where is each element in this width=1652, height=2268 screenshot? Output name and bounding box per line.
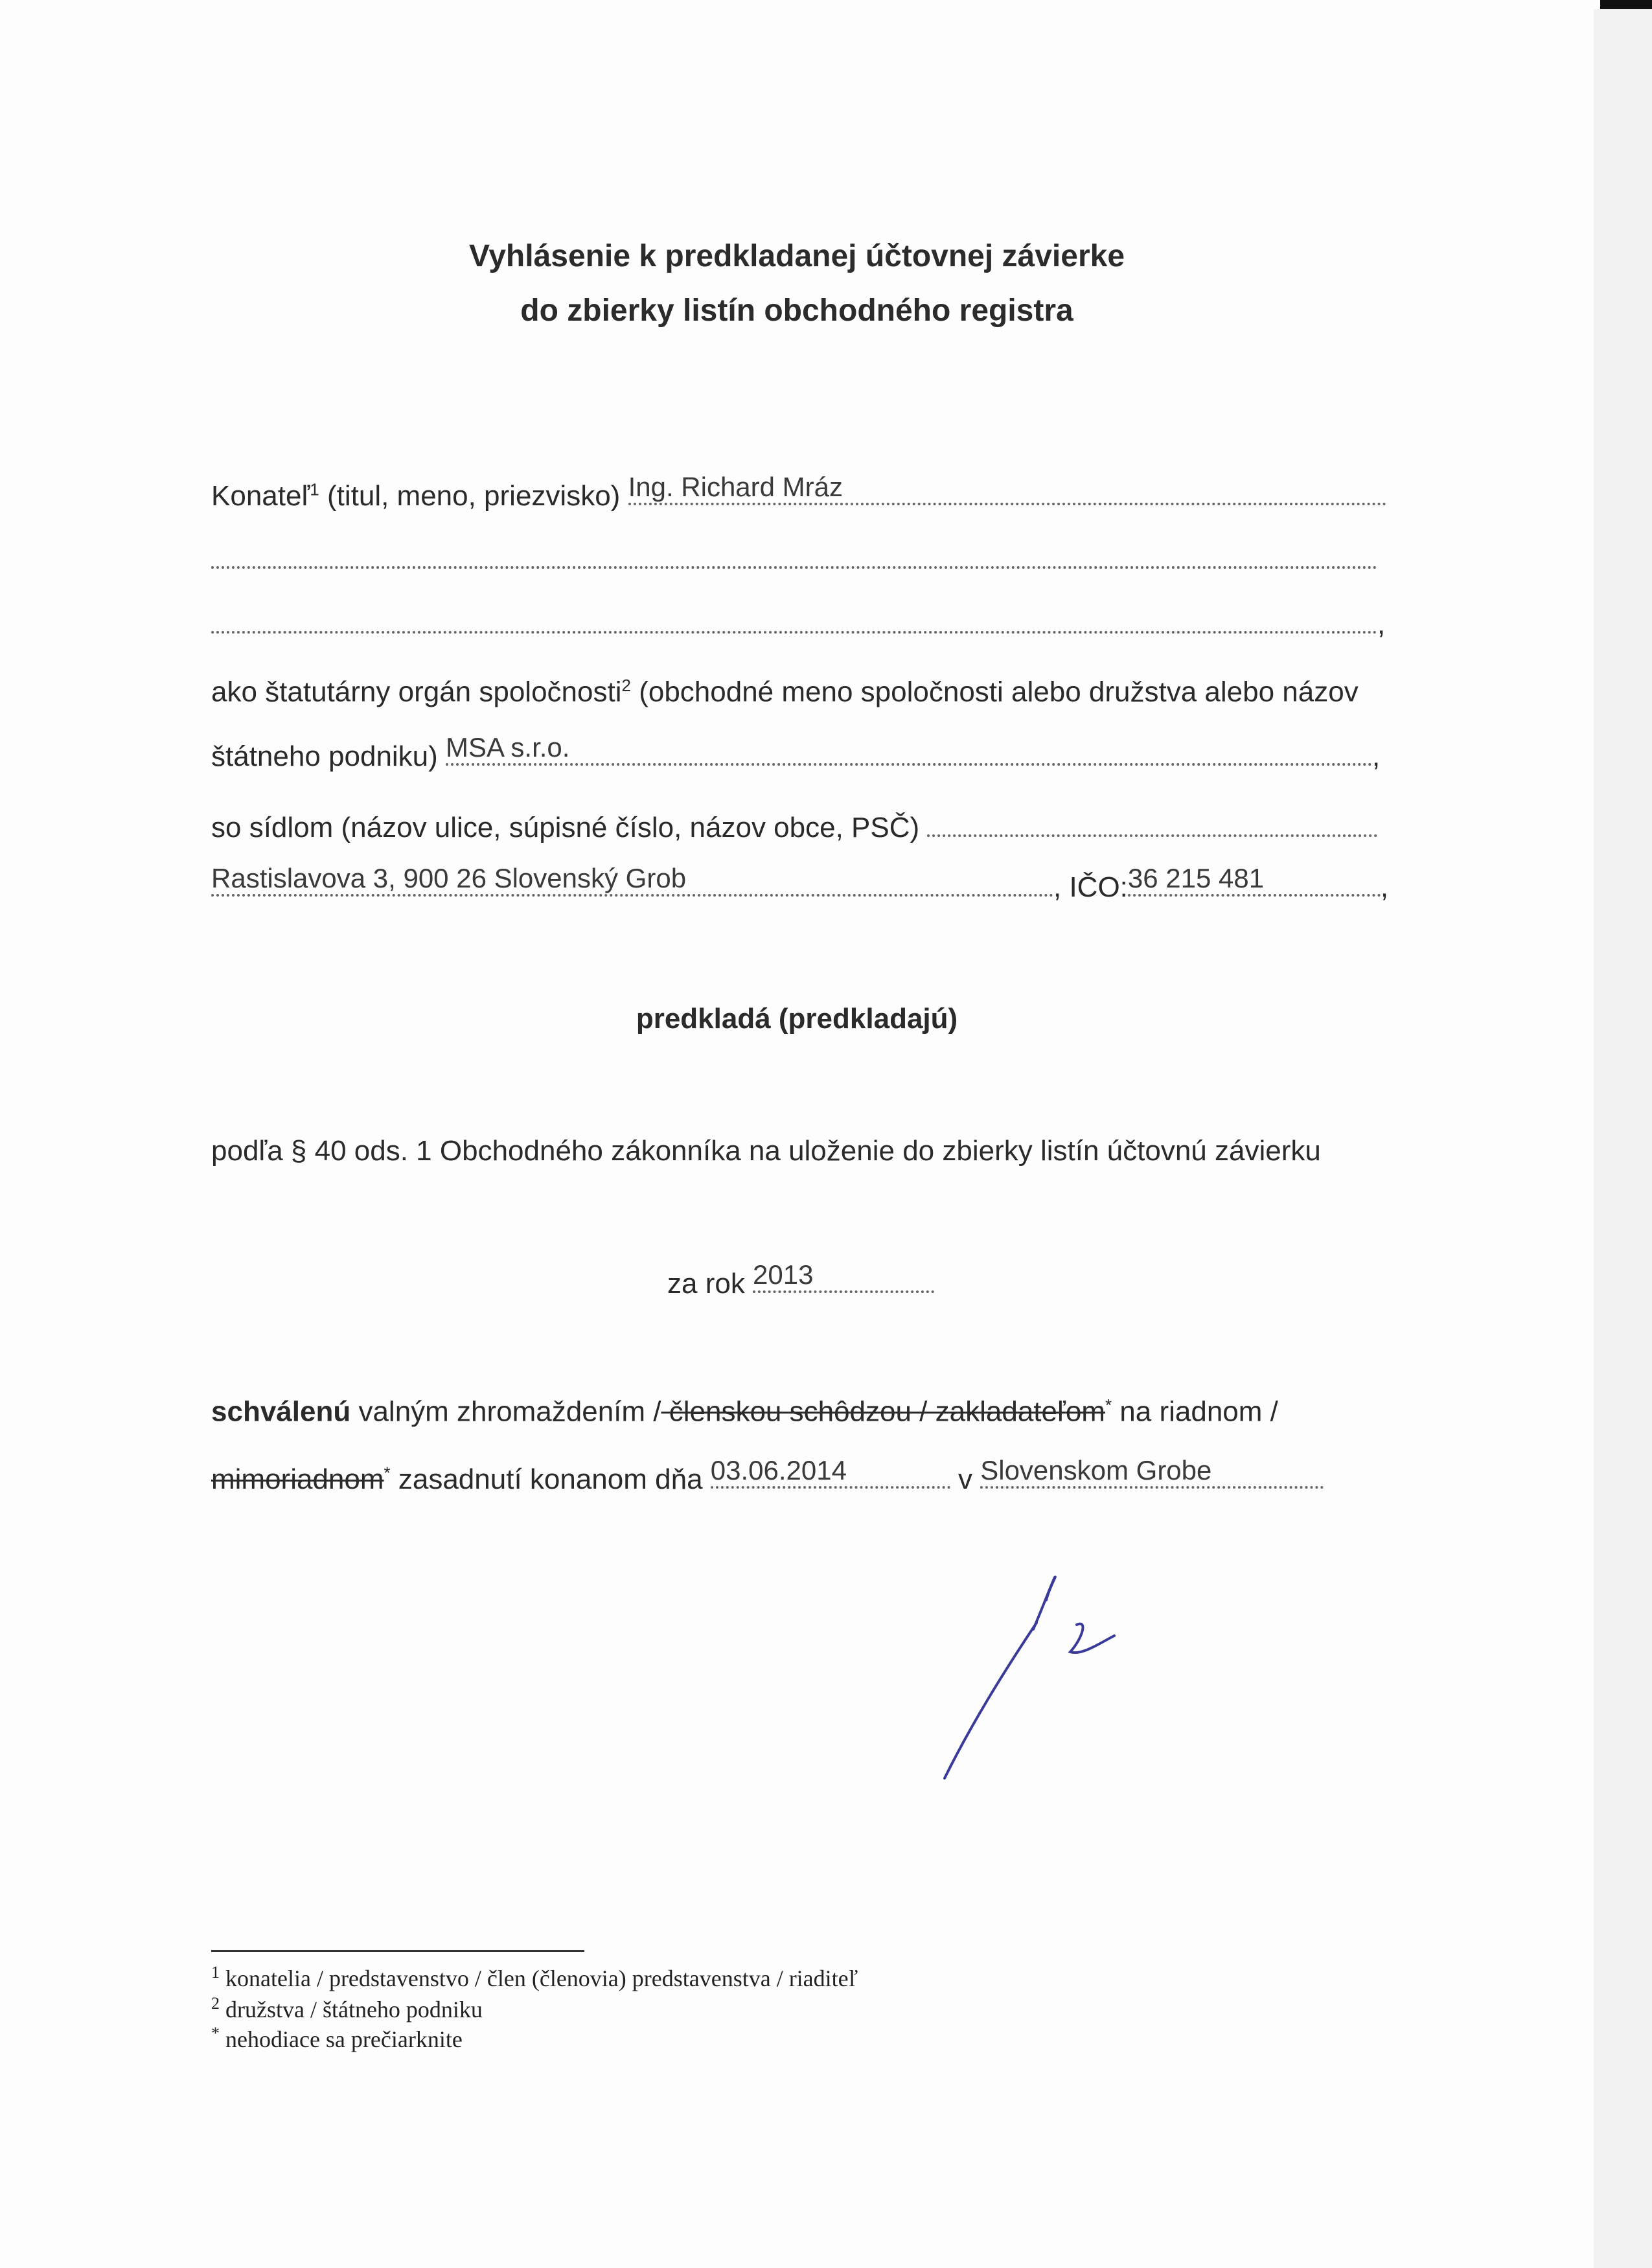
scan-edge-shadow [1594, 9, 1652, 2268]
footnote-ref-1: 1 [310, 479, 319, 499]
company-line2-label: štátneho podniku) [211, 740, 446, 772]
approval-line-2 [211, 1455, 1377, 1498]
footnote-3-text: nehodiace sa prečiarknite [225, 2026, 463, 2052]
approval-struck-1: členskou schôdzou / zakladateľom [661, 1395, 1105, 1428]
approval-text-2: na riadnom / [1112, 1395, 1278, 1428]
ico-field[interactable] [1127, 863, 1381, 897]
year-value: 2013 [753, 1259, 814, 1290]
footnote-3 [211, 2024, 463, 2053]
seat-label: so sídlom (názov ulice, súpisné číslo, názov obce, PSČ) [211, 812, 928, 843]
company-intro: ako štatutárny orgán spoločnosti [211, 676, 622, 708]
date-field[interactable] [710, 1455, 950, 1489]
ico-label: IČO: [1069, 871, 1128, 903]
approval-text-3: zasadnutí konanom dňa [390, 1463, 711, 1495]
konatel-label-rest: (titul, meno, priezvisko) [319, 480, 628, 512]
signature-image [933, 1568, 1140, 1788]
company-intro-line [211, 676, 1377, 713]
company-name-field[interactable] [446, 732, 1372, 766]
footnote-1-text: konatelia / predstavenstvo / člen (členovia) predstavenstva / riaditeľ [225, 1965, 858, 1991]
date-value: 03.06.2014 [710, 1455, 847, 1485]
year-line [667, 1259, 934, 1300]
place-field[interactable] [980, 1455, 1324, 1489]
ico-value: 36 215 481 [1127, 863, 1265, 893]
konatel-label: Konateľ [211, 480, 310, 512]
scan-edge-mark [1600, 0, 1652, 9]
title-line-2: do zbierky listín obchodného registra [520, 293, 1073, 328]
address-line: Rastislavova 3, 900 26 Slovenský Grob , IČO: 36 215 481 , [211, 863, 1389, 903]
law-text: podľa § 40 ods. 1 Obchodného zákonníka na uloženie do zbierky listín účtovnú závierku [211, 1135, 1321, 1167]
footnote-1 [211, 1963, 858, 1992]
place-value: Slovenskom Grobe [980, 1455, 1212, 1485]
approval-struck-2: mimoriadnom [211, 1463, 384, 1495]
seat-label-line [211, 808, 1377, 846]
address-value: Rastislavova 3, 900 26 Slovenský Grob [211, 863, 687, 893]
approval-v: v [950, 1463, 981, 1495]
blank-line-1 [211, 540, 1377, 578]
company-name-value: MSA s.r.o. [446, 732, 570, 762]
approval-line-1 [211, 1395, 1377, 1433]
title-line-1: Vyhlásenie k predkladanej účtovnej závierke [468, 239, 1125, 273]
blank-field-2[interactable] [211, 605, 1377, 634]
seat-field-start[interactable] [927, 808, 1377, 837]
year-field[interactable] [753, 1259, 934, 1293]
footnote-3-mark: * [211, 2024, 220, 2043]
blank-field-1[interactable] [211, 540, 1377, 569]
approval-text-1: valným zhromaždením / [350, 1395, 661, 1428]
approval-bold: schválenú [211, 1395, 351, 1428]
konatel-line [211, 472, 1377, 514]
footnote-2-text: družstva / štátneho podniku [225, 1997, 483, 2022]
footnote-1-mark: 1 [211, 1963, 220, 1982]
konatel-field[interactable] [628, 472, 1386, 505]
approval-star-2: * [384, 1463, 391, 1483]
company-intro-rest: (obchodné meno spoločnosti alebo družstva alebo názov [630, 676, 1359, 708]
year-label: za rok [667, 1268, 753, 1300]
footnote-ref-2: 2 [621, 676, 631, 695]
blank-line-2: , [211, 605, 1377, 643]
submits-heading: predkladá (predkladajú) [636, 1003, 958, 1035]
company-name-line: štátneho podniku) MSA s.r.o. , [211, 732, 1381, 772]
footnote-2-mark: 2 [211, 1994, 220, 2013]
address-field[interactable] [211, 863, 1053, 897]
approval-star-1: * [1105, 1395, 1112, 1415]
footnote-divider [211, 1950, 584, 1952]
konatel-value: Ing. Richard Mráz [628, 472, 843, 502]
footnote-2 [211, 1994, 483, 2023]
